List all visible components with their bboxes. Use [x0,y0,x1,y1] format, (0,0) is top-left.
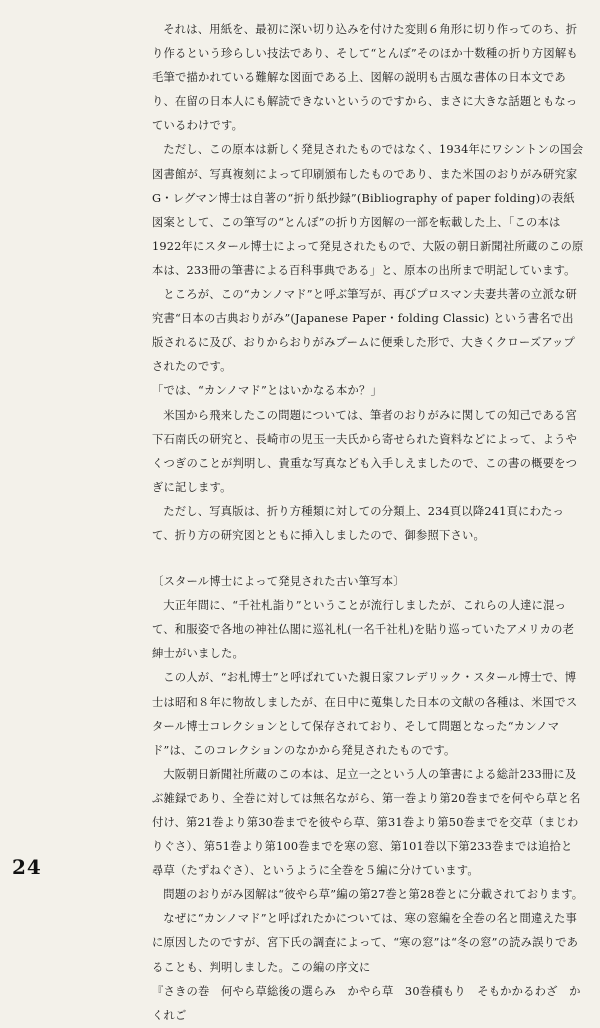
paragraph: 「では、“カンノマド”とはいかなる本か？」 [152,384,382,398]
paragraph: 大阪朝日新聞社所蔵のこの本は、足立一之という人の筆書による総計233冊に及ぶ雑録であり、全巻に対しては無名ながら、第一巻より第20巻までを何やら草と名付け、第21巻より第30巻までを彼やら草、第31巻より第50巻までを交草（まじわりぐさ）、第51巻より第100巻までを寒の窓、第101巻以下第233巻までは追拾と尋草（たずねぐさ）、というように全巻を５編に分けています。 [152,767,581,878]
paragraph: ただし、この原本は新しく発見されたものではなく、1934年にワシントンの国会図書館が、写真複刻によって印刷頒布したものであり、また米国のおりがみ研究家G・レグマン博士は自著の“折り紙抄録”(Bibliography of paper folding)の表紙図案として、この筆写の“とんぼ”の折り方図解の一部を転載した上、「この本は1922年にスタール博士によって発見されたもので、大阪の朝日新聞社所蔵のこの原本は、233冊の筆書による百科事典である」と、原本の出所まで明記しています。 [152,143,584,277]
paragraph: なぜに“カンノマド”と呼ばれたかについては、寒の窓編を全巻の名と間違えた事に原因したのですが、宮下氏の調査によって、“寒の窓”は“冬の窓”の読み誤りであることも、判明しました。この編の序文に [152,912,579,974]
paragraph: 米国から飛来したこの問題については、筆者のおりがみに関しての知己である宮下石南氏の研究と、長崎市の児玉一夫氏から寄せられた資料などによって、ようやくつぎのことが判明し、貴重な写真なども入手しえましたので、この書の概要をつぎに記します。 [152,408,578,494]
section-spacer [152,548,584,570]
paragraph: ところが、この“カンノマド”と呼ぶ筆写が、再びプロスマン夫妻共著の立派な研究書“日本の古典おりがみ”(Japanese Paper・folding Classic) という書名で出版されるに及び、おりからおりがみブームに便乗した形で、大きくクローズアップされたのです。 [152,288,577,374]
section-heading: 〔スタール博士によって発見された古い筆写本〕 [152,575,405,589]
body-text [152,18,584,1028]
page-number: 24 [12,855,42,879]
paragraph: それは、用紙を、最初に深い切り込みを付けた変則６角形に切り作ってのち、折り作るという珍らしい技法であり、そして“とんぼ”そのほか十数種の折り方図解も毛筆で描かれている難解な図面である上、図解の説明も古風な書体の日本文であり、在留の日本人にも解読できないというのですから、まさに大きな話題ともなっているわけです。 [152,23,578,133]
paragraph: この人が、“お札博士”と呼ばれていた親日家フレデリック・スタール博士で、博士は昭和８年に物故しましたが、在日中に蒐集した日本の文献の各種は、米国でスタール博士コレクションとして保存されており、そして問題となった“カンノマド”は、このコレクションのなかから発見されたものです。 [152,671,578,757]
paragraph: 大正年間に、“千社札詣り”ということが流行しましたが、これらの人達に混って、和服姿で各地の神社仏閣に巡礼札(一名千社札)を貼り巡っていたアメリカの老紳士がいました。 [152,599,575,661]
paragraph: ただし、写真版は、折り方種類に対しての分類上、234頁以降241頁にわたって、折り方の研究図とともに挿入しましたので、御参照下さい。 [152,504,565,542]
paragraph: 『さきの巻 何やら草総後の選らみ かやら草 30巻積もり そもかかるわざ かくれご [152,984,581,1022]
paragraph: 問題のおりがみ図解は“彼やら草”編の第27巻と第28巻とに分載されております。 [163,888,584,902]
